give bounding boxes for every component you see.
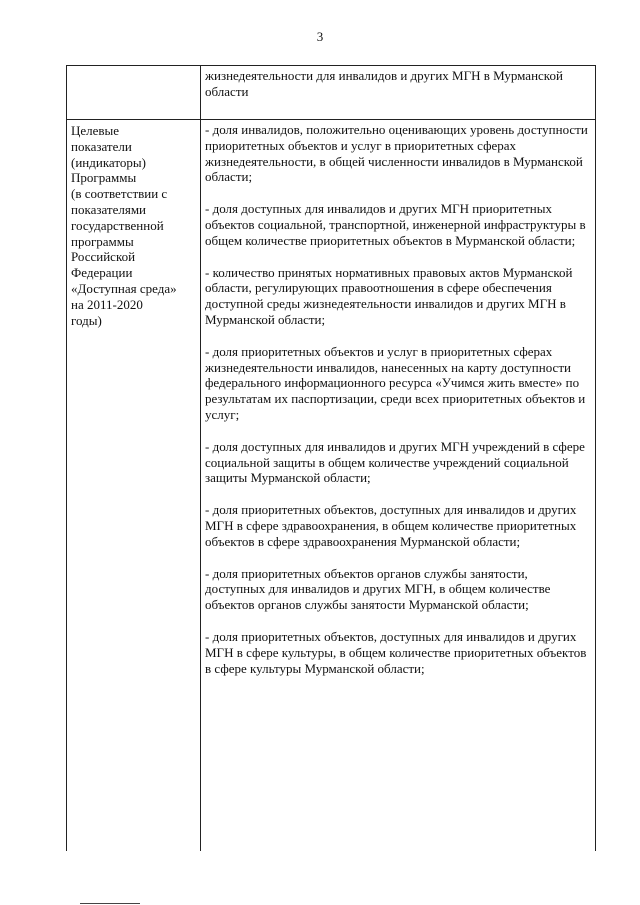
label-line: Программы bbox=[71, 170, 137, 186]
label-line: Российской bbox=[71, 249, 136, 265]
indicators-table bbox=[66, 65, 596, 851]
label-line: «Доступная среда» bbox=[71, 280, 177, 296]
indicator-item: - доля приоритетных объектов, доступных для инвалидов и других МГН в сфере здравоохранения, в общем количестве приоритетных объектов в сфере здравоохранения Мурманской области; bbox=[205, 502, 577, 549]
label-line: государственной bbox=[71, 217, 164, 233]
indicator-item: - доля доступных для инвалидов и других МГН учреждений в сфере социальной защиты в общем количестве учреждений социальной защиты Мурманской области; bbox=[205, 438, 585, 486]
indicator-item: - доля инвалидов, положительно оценивающих уровень доступности приоритетных объектов и услуг в приоритетных сферах жизнедеятельности, в общей численности инвалидов в Мурманской области; bbox=[205, 122, 588, 185]
table-row bbox=[67, 66, 595, 120]
indicator-item: - доля приоритетных объектов органов службы занятости, доступных для инвалидов и других МГН, в общем количестве объектов органов службы занятости Мурманской области; bbox=[205, 565, 551, 613]
table-cell-continuation: жизнедеятельности для инвалидов и других МГН в Мурманской области bbox=[205, 68, 563, 99]
indicator-item: - доля доступных для инвалидов и других МГН приоритетных объектов социальной, транспортной, инженерной инфраструктуры в общем количестве приоритетных объектов в Мурманской области; bbox=[205, 201, 586, 248]
table-cell-label bbox=[67, 66, 201, 119]
label-line: Целевые bbox=[71, 123, 120, 138]
label-line: показателями bbox=[71, 201, 147, 217]
label-line: Федерации bbox=[71, 265, 133, 281]
table-cell-indicators bbox=[201, 120, 595, 851]
label-line: годы) bbox=[71, 312, 102, 328]
table-cell-label bbox=[67, 120, 201, 851]
page-number: 3 bbox=[316, 29, 324, 44]
indicator-item: - доля приоритетных объектов и услуг в приоритетных сферах жизнедеятельности инвалидов, нанесенных на карту доступности федерального информационного ресурса «Учимся жить вместе» по результатам их паспортизации, среди всех приоритетных объектов и услуг; bbox=[205, 343, 586, 422]
label-line: (в соответствии с bbox=[71, 186, 168, 202]
indicator-item: - количество принятых нормативных правовых актов Мурманской области, регулирующих правоотношения в сфере обеспечения доступной среды жизнедеятельности инвалидов и других МГН в Мурманской области; bbox=[205, 264, 573, 327]
label-line: (индикаторы) bbox=[71, 154, 146, 170]
table-row bbox=[67, 120, 595, 851]
indicator-item: - доля приоритетных объектов, доступных для инвалидов и других МГН в сфере культуры, в общем количестве приоритетных объектов в сфере культуры Мурманской области; bbox=[205, 628, 587, 676]
label-line: показатели bbox=[71, 138, 132, 154]
label-line: программы bbox=[71, 233, 134, 249]
footnote-divider bbox=[80, 903, 140, 904]
label-line: на 2011-2020 bbox=[71, 296, 143, 312]
